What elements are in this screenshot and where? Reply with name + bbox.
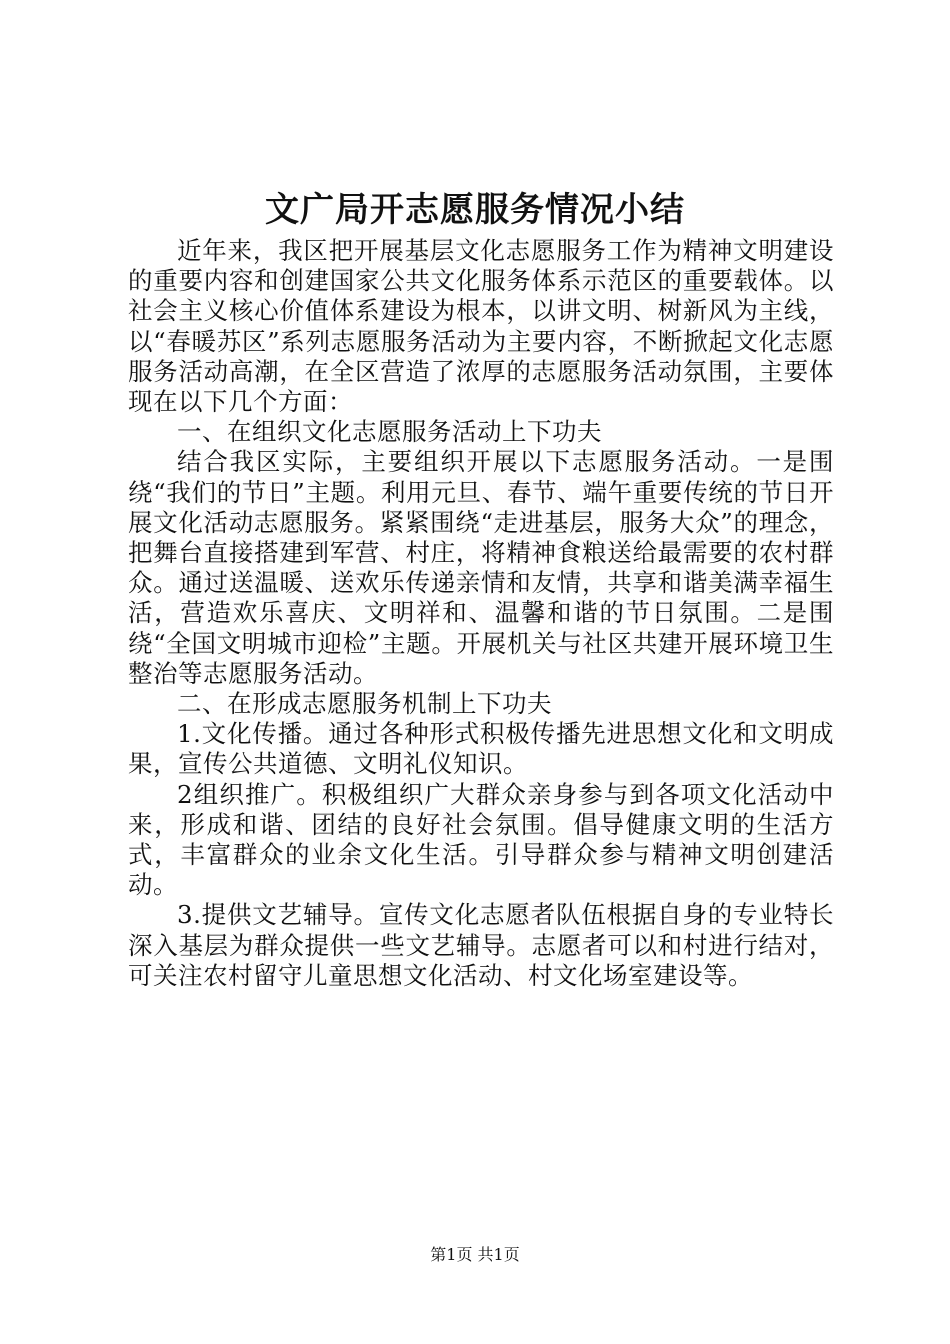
section-heading-1: 一、在组织文化志愿服务活动上下功夫 <box>177 417 602 447</box>
document-title: 文广局开志愿服务情况小结 <box>265 190 685 230</box>
section-1-paragraph: 结合我区实际，主要组织开展以下志愿服务活动。一是围绕“我们的节日”主题。利用元旦、春节、端午重要传统的节日开展文化活动志愿服务。紧紧围绕“走进基层，服务大众”的理念，把舞台直接搭建到军营、村庄，将精神食粮送给最需要的农村群众。通过送温暖、送欢乐传递亲情和友情，共享和谐美满幸福生活，营造欢乐喜庆、文明祥和、温馨和谐的节日氛围。二是围绕“全国文明城市迎检”主题。开展机关与社区共建开展环境卫生整治等志愿服务活动。 <box>128 447 834 688</box>
intro-paragraph: 近年来，我区把开展基层文化志愿服务工作为精神文明建设的重要内容和创建国家公共文化服务体系示范区的重要载体。以社会主义核心价值体系建设为根本，以讲文明、树新风为主线，以“春暖苏区”系列志愿服务活动为主要内容，不断掀起文化志愿服务活动高潮，在全区营造了浓厚的志愿服务活动氛围，主要体现在以下几个方面： <box>128 236 834 417</box>
item-1-paragraph: 1.文化传播。通过各种形式积极传播先进思想文化和文明成果，宣传公共道德、文明礼仪知识。 <box>128 719 834 779</box>
section-heading-2: 二、在形成志愿服务机制上下功夫 <box>177 689 552 719</box>
document-body <box>128 236 834 991</box>
item-2-paragraph: 2组织推广。积极组织广大群众亲身参与到各项文化活动中来，形成和谐、团结的良好社会氛围。倡导健康文明的生活方式，丰富群众的业余文化生活。引导群众参与精神文明创建活动。 <box>128 779 834 900</box>
page-number-footer: 第1页 共1页 <box>430 1245 520 1264</box>
item-3-paragraph: 3.提供文艺辅导。宣传文化志愿者队伍根据自身的专业特长深入基层为群众提供一些文艺辅导。志愿者可以和村进行结对，可关注农村留守儿童思想文化活动、村文化场室建设等。 <box>128 900 834 990</box>
